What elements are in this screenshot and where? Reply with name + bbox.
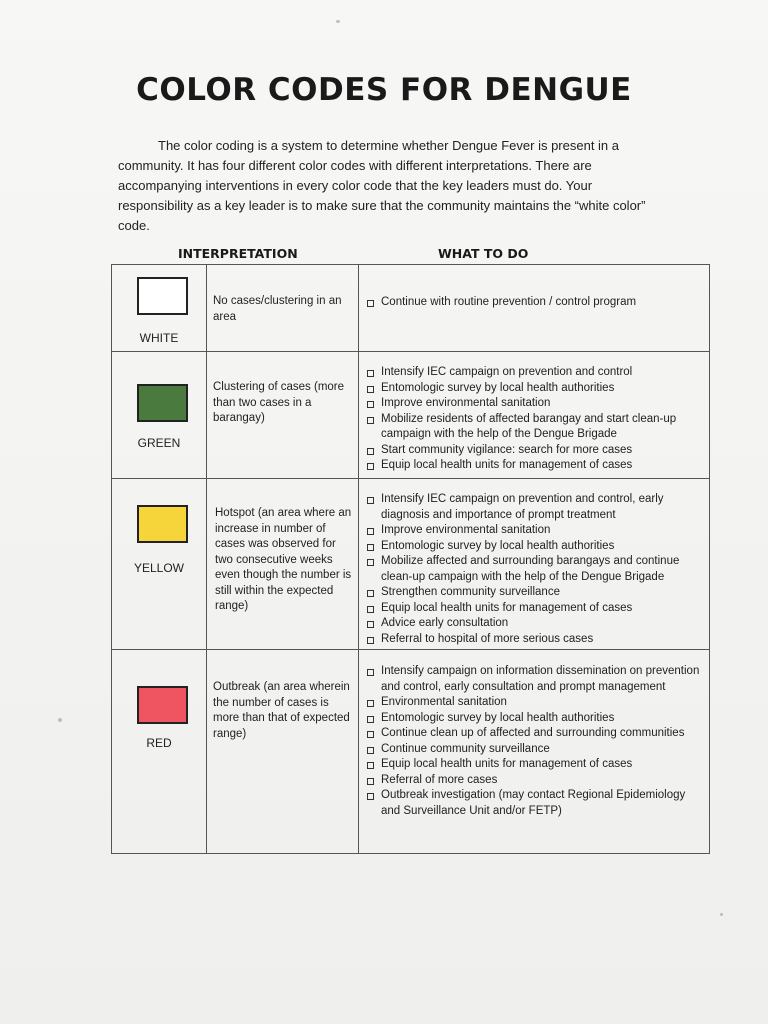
action-item: Outbreak investigation (may contact Regional Epidemiology and Surveillance Unit and/or FETP) bbox=[367, 788, 701, 819]
color-label: RED bbox=[146, 736, 172, 750]
action-item: Improve environmental sanitation bbox=[367, 523, 701, 539]
paper-speck bbox=[720, 913, 723, 916]
actions-cell bbox=[359, 479, 709, 649]
action-item: Entomologic survey by local health authorities bbox=[367, 711, 701, 727]
action-item: Entomologic survey by local health authorities bbox=[367, 381, 701, 397]
actions-cell bbox=[359, 265, 709, 351]
paper-speck bbox=[336, 20, 340, 23]
paper-speck bbox=[58, 718, 62, 722]
actions-cell bbox=[359, 650, 709, 853]
action-item: Entomologic survey by local health authorities bbox=[367, 539, 701, 555]
color-swatch-red bbox=[137, 686, 188, 724]
action-item: Continue community surveillance bbox=[367, 742, 701, 758]
action-list bbox=[367, 664, 701, 819]
what-to-do-column-header: WHAT TO DO bbox=[438, 246, 529, 261]
action-item: Referral to hospital of more serious cases bbox=[367, 632, 701, 648]
action-item: Improve environmental sanitation bbox=[367, 396, 701, 412]
action-item: Equip local health units for management of cases bbox=[367, 458, 701, 474]
color-swatch-white bbox=[137, 277, 188, 315]
action-item: Continue clean up of affected and surrounding communities bbox=[367, 726, 701, 742]
interpretation-column-header: INTERPRETATION bbox=[178, 246, 298, 261]
actions-cell bbox=[359, 352, 709, 478]
action-item: Intensify IEC campaign on prevention and control bbox=[367, 365, 701, 381]
action-list bbox=[367, 295, 701, 311]
color-cell bbox=[112, 650, 207, 853]
table-row-yellow bbox=[112, 479, 709, 650]
color-cell bbox=[112, 352, 207, 478]
interpretation-cell: Outbreak (an area wherein the number of cases is more than that of expected range) bbox=[207, 650, 359, 853]
document-title: COLOR CODES FOR DENGUE bbox=[136, 72, 632, 108]
color-label: WHITE bbox=[139, 331, 179, 345]
action-item: Continue with routine prevention / control program bbox=[367, 295, 701, 311]
color-swatch-green bbox=[137, 384, 188, 422]
interpretation-cell: No cases/clustering in an area bbox=[207, 265, 359, 351]
color-code-table bbox=[111, 264, 710, 854]
color-cell bbox=[112, 265, 207, 351]
action-item: Environmental sanitation bbox=[367, 695, 701, 711]
action-item: Advice early consultation bbox=[367, 616, 701, 632]
color-swatch-yellow bbox=[137, 505, 188, 543]
action-item: Mobilize affected and surrounding barangays and continue clean-up campaign with the help of the Dengue Brigade bbox=[367, 554, 701, 585]
color-label: YELLOW bbox=[133, 561, 184, 575]
action-item: Strengthen community surveillance bbox=[367, 585, 701, 601]
intro-paragraph: The color coding is a system to determine whether Dengue Fever is present in a community. It has four different color codes with different interpretations. There are accompanying interventions in every color code that the key leaders must do. Your responsibility as a key leader is to make sure that the community maintains the “white color” code. bbox=[118, 138, 646, 233]
action-item: Equip local health units for management of cases bbox=[367, 601, 701, 617]
interpretation-cell: Hotspot (an area where an increase in number of cases was observed for two consecutive weeks even though the number is still within the expected range) bbox=[207, 479, 359, 649]
table-row-red bbox=[112, 650, 709, 854]
action-item: Equip local health units for management of cases bbox=[367, 757, 701, 773]
action-item: Start community vigilance: search for more cases bbox=[367, 443, 701, 459]
interpretation-cell: Clustering of cases (more than two cases in a barangay) bbox=[207, 352, 359, 478]
table-row-white bbox=[112, 265, 709, 352]
color-label: GREEN bbox=[137, 436, 181, 450]
action-item: Intensify IEC campaign on prevention and control, early diagnosis and importance of prompt treatment bbox=[367, 492, 701, 523]
action-item: Mobilize residents of affected barangay and start clean-up campaign with the help of the Dengue Brigade bbox=[367, 412, 701, 443]
action-item: Referral of more cases bbox=[367, 773, 701, 789]
action-list bbox=[367, 365, 701, 474]
action-list bbox=[367, 492, 701, 647]
action-item: Intensify campaign on information dissemination on prevention and control, early consultation and prompt management bbox=[367, 664, 701, 695]
table-row-green bbox=[112, 352, 709, 479]
color-cell bbox=[112, 479, 207, 649]
